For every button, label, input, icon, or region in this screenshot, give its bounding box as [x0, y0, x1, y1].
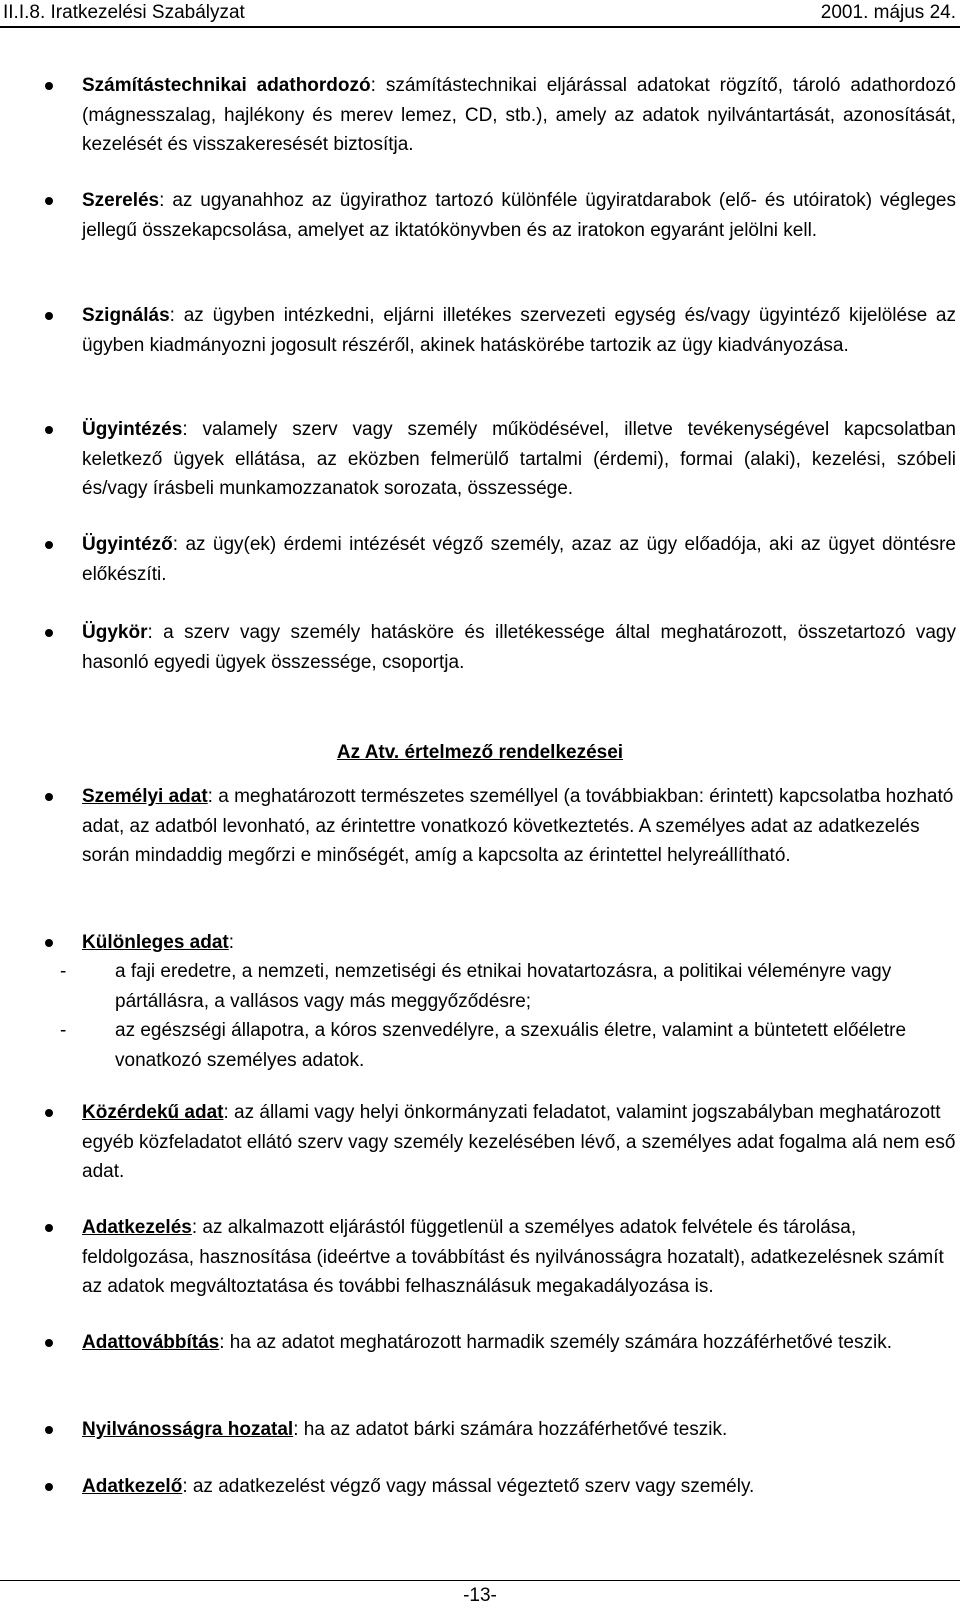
header-date: 2001. május 24. [820, 2, 956, 23]
definition-item [82, 782, 956, 871]
dash-marker: - [60, 1020, 67, 1041]
definition-text: : [228, 932, 235, 953]
definition-term: Szerelés [82, 190, 160, 211]
definition-item [82, 186, 956, 245]
definition-item [82, 530, 956, 589]
definition-term: Személyi adat [82, 786, 208, 807]
dash-list [60, 957, 936, 1075]
definition-text: : a meghatározott természetes személlyel (a továbbiakban: érintett) kapcsolatba hozható adat, az adatból levonható, az érintettre vonatkozó következtetés. A személyes adat az adatkezelés során mindaddig megőrzi e minőségét, amíg a kapcsolta az érintettel helyreállítható. [82, 786, 954, 866]
definition-term: Adatkezelő [82, 1476, 183, 1497]
definition-term: Ügykör [82, 622, 148, 643]
definition-term: Adatkezelés [82, 1217, 192, 1238]
definition-term: Adattovábbítás [82, 1332, 220, 1353]
dash-list-item [60, 957, 936, 1016]
definition-text: : számítástechnikai eljárással adatokat rögzítő, tároló adathordozó (mágnesszalag, hajlékony és merev lemez, CD, stb.), amely az adatok nyilvántartását, azonosítását, kezelését és visszakeresését biztosítja. [82, 75, 956, 155]
definition-item [82, 71, 956, 160]
definition-text: : ha az adatot meghatározott harmadik személy számára hozzáférhetővé teszik. [219, 1332, 892, 1353]
definition-text: : az ügyben intézkedni, eljárni illetékes szervezeti egység és/vagy ügyintéző kijelölése az ügyben kiadmányozni jogosult részéről, akinek hatáskörébe tartozik az ügy kiadványozása. [82, 305, 956, 356]
definition-term: Számítástechnikai adathordozó [82, 75, 371, 96]
definition-text: : az alkalmazott eljárástól függetlenül a személyes adatok felvétele és tárolása, feldolgozása, hasznosítása (ideértve a továbbítást és nyilvánosságra hozatalt), adatkezelésnek számít az adatok megváltoztatása és további felhasználásuk megakadályozása is. [82, 1217, 944, 1297]
definition-item [82, 1328, 956, 1358]
page-header [0, 0, 960, 27]
definition-item [82, 618, 956, 677]
definition-item [82, 1098, 956, 1187]
definition-item [82, 1415, 956, 1445]
definition-text: : valamely szerv vagy személy működésével, illetve tevékenységével kapcsolatban keletkező ügyek ellátása, az eközben felmerülő tartalmi (érdemi), formai (alaki), kezelési, szóbeli és/vagy írásbeli munkamozzanatok sorozata, összessége. [82, 419, 956, 499]
dash-item-text: az egészségi állapotra, a kóros szenvedélyre, a szexuális életre, valamint a büntetett előéletre vonatkozó személyes adatok. [115, 1020, 907, 1071]
definition-text: : az ugyanahhoz az ügyirathoz tartozó különféle ügyiratdarabok (elő- és utóiratok) végleges jellegű összekapcsolása, amelyet az iktatókönyvben és az iratokon egyaránt jelölni kell. [82, 190, 956, 241]
definition-term: Közérdekű adat [82, 1102, 224, 1123]
definition-item [82, 1472, 956, 1502]
header-document-title: II.I.8. Iratkezelési Szabályzat [3, 2, 245, 23]
definition-item [82, 415, 956, 504]
header-rule [0, 26, 960, 28]
definition-text: : az adatkezelést végző vagy mással végeztető szerv vagy személy. [182, 1476, 755, 1497]
definition-item [82, 301, 956, 360]
definition-text: : az állami vagy helyi önkormányzati feladatot, valamint jogszabályban meghatározott egyéb közfeladatot ellátó szerv vagy személy kezelésében lévő, a személyes adat fogalma alá nem eső adat. [82, 1102, 956, 1182]
definition-term: Nyilvánosságra hozatal [82, 1419, 294, 1440]
dash-marker: - [60, 961, 67, 982]
definition-term: Szignálás [82, 305, 170, 326]
section-title: Az Atv. értelmező rendelkezései [336, 742, 624, 763]
definition-term: Különleges adat [82, 932, 229, 953]
dash-item-text: a faji eredetre, a nemzeti, nemzetiségi és etnikai hovatartozásra, a politikai véleményre vagy pártállásra, a vallásos vagy más meggyőződésre; [115, 961, 892, 1012]
footer-rule [0, 1580, 960, 1581]
page-number: -13- [463, 1585, 497, 1606]
definition-text: : az ügy(ek) érdemi intézését végző személy, azaz az ügy előadója, aki az ügyet döntésre előkészíti. [82, 534, 956, 585]
definition-item [82, 1213, 956, 1302]
definition-text: : a szerv vagy személy hatásköre és illetékessége által meghatározott, összetartozó vagy hasonló egyedi ügyek összessége, csoportja. [82, 622, 956, 673]
definition-term: Ügyintézés [82, 419, 183, 440]
definition-term: Ügyintéző [82, 534, 173, 555]
definition-text: : ha az adatot bárki számára hozzáférhetővé teszik. [293, 1419, 728, 1440]
dash-list-item [60, 1016, 936, 1075]
definition-item [82, 928, 956, 958]
